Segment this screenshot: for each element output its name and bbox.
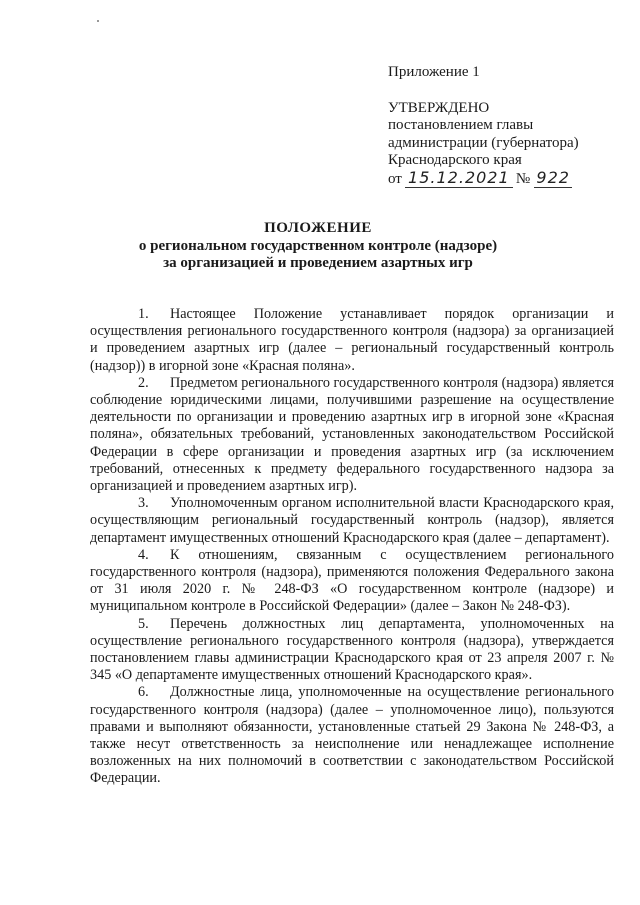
handwritten-date: 15.12.2021 (408, 167, 510, 187)
paragraph-number: 1. (138, 306, 149, 322)
paragraph-text: Должностные лица, уполномоченные на осуществление регионального государственного контроля (надзора) (далее – уполномоченное лицо), пользуются правами и выполняют обязанности, установленные статьей 29 Закона № 248-ФЗ, а также несут ответственность за неисполнение или ненадлежащее исполнение возложенных на них полномочий в соответствии с законодательством Российской Федерации. (90, 684, 614, 787)
heading-line-1: о региональном государственном контроле (надзоре) (138, 237, 498, 254)
approval-line-2: администрации (губернатора) (388, 134, 579, 151)
approval-block (388, 64, 618, 188)
handwritten-number: 922 (536, 167, 570, 187)
paragraph (90, 375, 614, 495)
date-number-row (388, 167, 618, 189)
number-prefix: № (515, 170, 531, 187)
approval-line-3: Краснодарского края (388, 152, 522, 168)
paragraph-text: К отношениям, связанным с осуществлением регионального государственного контроля (надзора), применяются положения Федерального закона от 31 июля 2020 г. № 248-ФЗ «О государственном контроле (надзоре) и муниципальном контроле в Российской Федерации» (далее – Закон № 248-ФЗ). (90, 546, 614, 615)
heading-title: ПОЛОЖЕНИЕ (264, 220, 372, 236)
paragraph-number: 2. (138, 374, 149, 391)
paragraph (90, 495, 614, 547)
paragraph-number: 4. (138, 546, 149, 563)
date-prefix: от (388, 170, 402, 187)
paragraph (90, 616, 614, 685)
approved-label: УТВЕРЖДЕНО (388, 99, 490, 116)
approval-line-1: постановлением главы (388, 117, 534, 133)
paragraph-number: 5. (138, 615, 149, 632)
document-heading (90, 220, 546, 273)
paragraph (90, 684, 614, 787)
paragraph-text: Настоящее Положение устанавливает порядок организации и осуществления регионального государственного контроля (надзора) за организацией и проведением азартных игр (далее – региональный государственный контроль (надзор)) в игорной зоне «Красная поляна». (90, 306, 614, 374)
date-field (405, 167, 513, 188)
paragraph-text: Перечень должностных лиц департамента, уполномоченных на осуществление регионального государственного контроля (надзора), утверждается постановлением главы администрации Краснодарского края от 23 апреля 2007 г. № 345 «О департаменте имущественных отношений Краснодарского края». (90, 615, 614, 684)
paragraph (90, 547, 614, 616)
scan-speck (97, 20, 99, 22)
paragraph (90, 306, 614, 375)
appendix-label: Приложение 1 (388, 64, 480, 80)
paragraph-number: 3. (138, 495, 149, 512)
paragraph-text: Уполномоченным органом исполнительной власти Краснодарского края, осуществляющим региональный государственный контроль (надзор), является департамент имущественных отношений Краснодарского края (далее – департамент). (90, 495, 614, 546)
document-body (90, 306, 614, 788)
paragraph-text: Предметом регионального государственного контроля (надзора) является соблюдение юридическими лицами, получившими разрешение на осуществление деятельности по организации и проведению азартных игр в игорной зоне «Красная поляна», обязательных требований, установленных законодательством Российской Федерации в сфере организации и проведения азартных игр (за исключением требований, отнесенных к предмету федерального государственного надзора за организацией и проведением азартных игр). (90, 374, 614, 495)
heading-line-2: за организацией и проведением азартных игр (163, 255, 473, 271)
number-field (534, 167, 572, 188)
paragraph-number: 6. (138, 684, 149, 701)
